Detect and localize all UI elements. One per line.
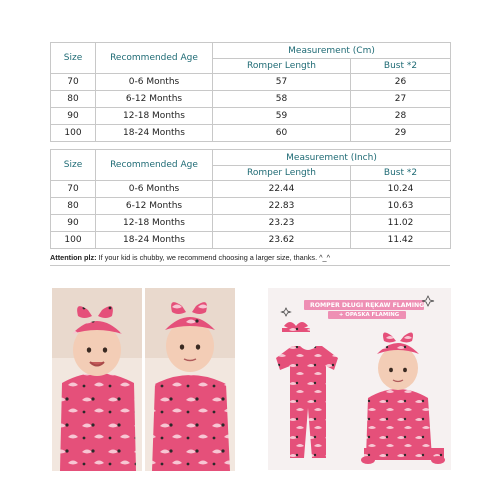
table-row	[51, 125, 451, 142]
cell-length: 22.83	[213, 198, 351, 215]
table-row	[51, 198, 451, 215]
cell-size: 70	[51, 181, 96, 198]
cell-size: 90	[51, 215, 96, 232]
cell-length: 60	[213, 125, 351, 142]
banner-title: ROMPER DŁUGI RĘKAW FLAMING	[310, 302, 425, 309]
header-measurement: Measurement (Inch)	[213, 150, 451, 166]
cell-length: 23.62	[213, 232, 351, 249]
cell-age: 18-24 Months	[96, 232, 213, 249]
attention-note	[50, 251, 450, 266]
header-age: Recommended Age	[96, 43, 213, 74]
cell-size: 100	[51, 125, 96, 142]
size-table-cm	[50, 42, 451, 142]
cell-length: 22.44	[213, 181, 351, 198]
table-row	[51, 232, 451, 249]
cell-age: 12-18 Months	[96, 215, 213, 232]
size-chart	[50, 42, 450, 266]
cell-size: 70	[51, 74, 96, 91]
header-bust: Bust *2	[351, 59, 451, 74]
header-romper-length: Romper Length	[213, 166, 351, 181]
cell-bust: 28	[351, 108, 451, 125]
cell-age: 18-24 Months	[96, 125, 213, 142]
attention-text: If your kid is chubby, we recommend choosing a larger size, thanks. ^_^	[96, 253, 331, 262]
product-photo-babies	[52, 288, 235, 471]
header-measurement: Measurement (Cm)	[213, 43, 451, 59]
header-romper-length: Romper Length	[213, 59, 351, 74]
header-age: Recommended Age	[96, 150, 213, 181]
cell-age: 6-12 Months	[96, 91, 213, 108]
cell-size: 80	[51, 91, 96, 108]
cell-bust: 29	[351, 125, 451, 142]
size-table-inch	[50, 149, 451, 249]
cell-length: 58	[213, 91, 351, 108]
table-row	[51, 215, 451, 232]
cell-bust: 27	[351, 91, 451, 108]
cell-bust: 26	[351, 74, 451, 91]
attention-label: Attention plz:	[50, 253, 97, 262]
cell-size: 100	[51, 232, 96, 249]
cell-length: 23.23	[213, 215, 351, 232]
header-bust: Bust *2	[351, 166, 451, 181]
cell-size: 90	[51, 108, 96, 125]
cell-bust: 11.02	[351, 215, 451, 232]
cell-size: 80	[51, 198, 96, 215]
cell-age: 0-6 Months	[96, 74, 213, 91]
banner-subtitle: + OPASKA FLAMING	[338, 312, 400, 318]
cell-age: 0-6 Months	[96, 181, 213, 198]
product-photo-promo	[268, 288, 451, 470]
cell-bust: 11.42	[351, 232, 451, 249]
cell-bust: 10.63	[351, 198, 451, 215]
cell-bust: 10.24	[351, 181, 451, 198]
cell-length: 59	[213, 108, 351, 125]
table-row	[51, 74, 451, 91]
header-size: Size	[51, 150, 96, 181]
header-size: Size	[51, 43, 96, 74]
cell-length: 57	[213, 74, 351, 91]
table-row	[51, 181, 451, 198]
cell-age: 12-18 Months	[96, 108, 213, 125]
table-row	[51, 108, 451, 125]
cell-age: 6-12 Months	[96, 198, 213, 215]
table-row	[51, 91, 451, 108]
